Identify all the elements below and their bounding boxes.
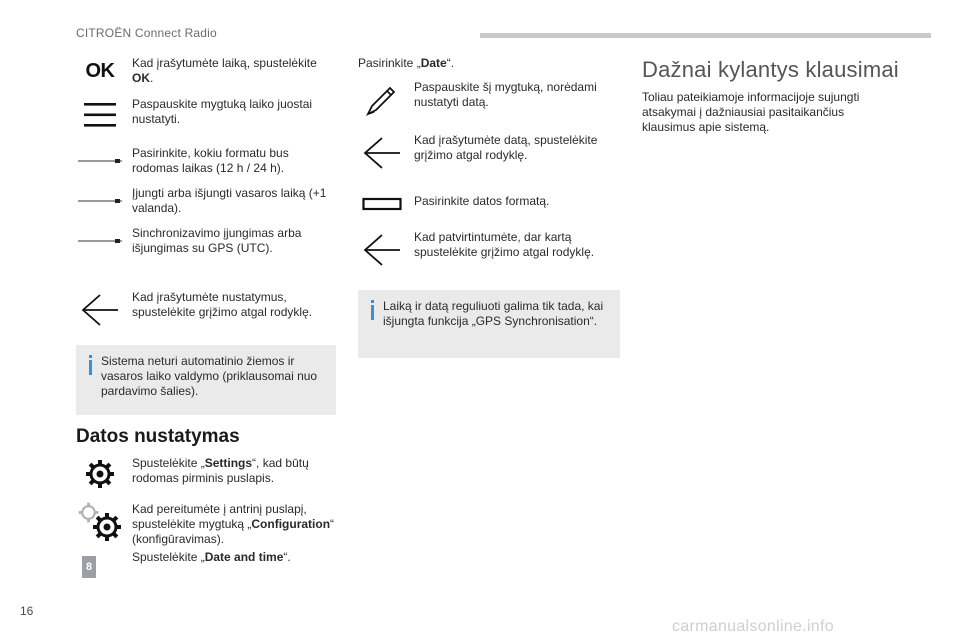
number-badge-icon: 8: [76, 550, 124, 580]
hamburger-icon: [76, 97, 124, 133]
instruction-row-summer-time: [76, 186, 336, 216]
back-arrow-icon: [358, 133, 406, 173]
instruction-row-save-date: [358, 133, 620, 173]
date-intro-text: Pasirinkite „Date“.: [358, 56, 455, 70]
page-number: 16: [20, 604, 34, 618]
gear-icon: [76, 456, 124, 492]
header-title: CITROËN Connect Radio: [76, 26, 217, 40]
faq-title: Dažnai kylantys klausimai: [642, 57, 899, 82]
instruction-text: Kad patvirtintumėte, dar kartą spustelėkite grįžimo atgal rodyklę.: [414, 230, 595, 259]
instruction-row-gps-sync: [76, 226, 336, 256]
instruction-text: Pasirinkite, kokiu formatu bus rodomas laikas (12 h / 24 h).: [132, 146, 289, 175]
note-text: Sistema neturi automatinio žiemos ir vasaros laiko valdymo (priklausomai nuo pardavimo šalies).: [101, 354, 318, 398]
instruction-text: Paspauskite šį mygtuką, norėdami nustatyti datą.: [414, 80, 597, 109]
instruction-text: Įjungti arba išjungti vasaros laiką (+1 valanda).: [132, 186, 327, 215]
note-box-gps: [358, 290, 620, 358]
instruction-text: Sinchronizavimo įjungimas arba išjungimas su GPS (UTC).: [132, 226, 302, 255]
instruction-text: Kad pereitumėte į antrinį puslapį, spustelėkite mygtuką „Configuration“ (konfigūravimas).: [132, 502, 335, 546]
info-marker-icon: [368, 300, 380, 320]
gears-icon: [76, 502, 124, 542]
info-marker-icon: [86, 355, 98, 375]
instruction-text: Spustelėkite „Settings“, kad būtų rodomas pirminis puslapis.: [132, 456, 309, 485]
section-title: Datos nustatymas: [76, 426, 240, 447]
note-box-dst: [76, 345, 336, 415]
instruction-text: Spustelėkite „Date and time“.: [132, 550, 291, 564]
instruction-text: Kad įrašytumėte laiką, spustelėkite OK.: [132, 56, 317, 85]
watermark: carmanualsonline.info: [672, 618, 834, 635]
instruction-row-set-date: [358, 80, 620, 120]
instruction-text: Kad įrašytumėte datą, spustelėkite grįžimo atgal rodyklę.: [414, 133, 598, 162]
note-text: Laiką ir datą reguliuoti galima tik tada, kai išjungta funkcija „GPS Synchronisation“.: [383, 299, 604, 328]
faq-intro-text: Toliau pateikiamoje informacijoje sujungti atsakymai į dažniausiai pasitaikančius klausimus apie sistemą.: [642, 90, 860, 134]
pencil-icon: [358, 80, 406, 120]
header-divider-bar: [480, 33, 931, 38]
back-arrow-icon: [358, 230, 406, 270]
toggle-line-icon: [76, 146, 124, 176]
ok-icon: OK: [85, 59, 115, 82]
instruction-row-save-settings: [76, 290, 336, 330]
instruction-row-date-and-time: [76, 550, 336, 580]
toggle-line-icon: [76, 226, 124, 256]
instruction-row-ok: [76, 56, 336, 86]
instruction-text: Kad įrašytumėte nustatymus, spustelėkite grįžimo atgal rodyklę.: [132, 290, 313, 319]
instruction-row-time-format: [76, 146, 336, 176]
instruction-row-timezone: [76, 97, 336, 133]
instruction-text: Pasirinkite datos formatą.: [414, 194, 550, 208]
rectangle-icon: [358, 194, 406, 214]
instruction-row-configuration: [76, 502, 336, 547]
instruction-row-confirm: [358, 230, 620, 270]
toggle-line-icon: [76, 186, 124, 216]
instruction-row-date-format: [358, 194, 620, 214]
instruction-text: Paspauskite mygtuką laiko juostai nustatyti.: [132, 97, 313, 126]
back-arrow-icon: [76, 290, 124, 330]
instruction-row-settings: [76, 456, 336, 492]
